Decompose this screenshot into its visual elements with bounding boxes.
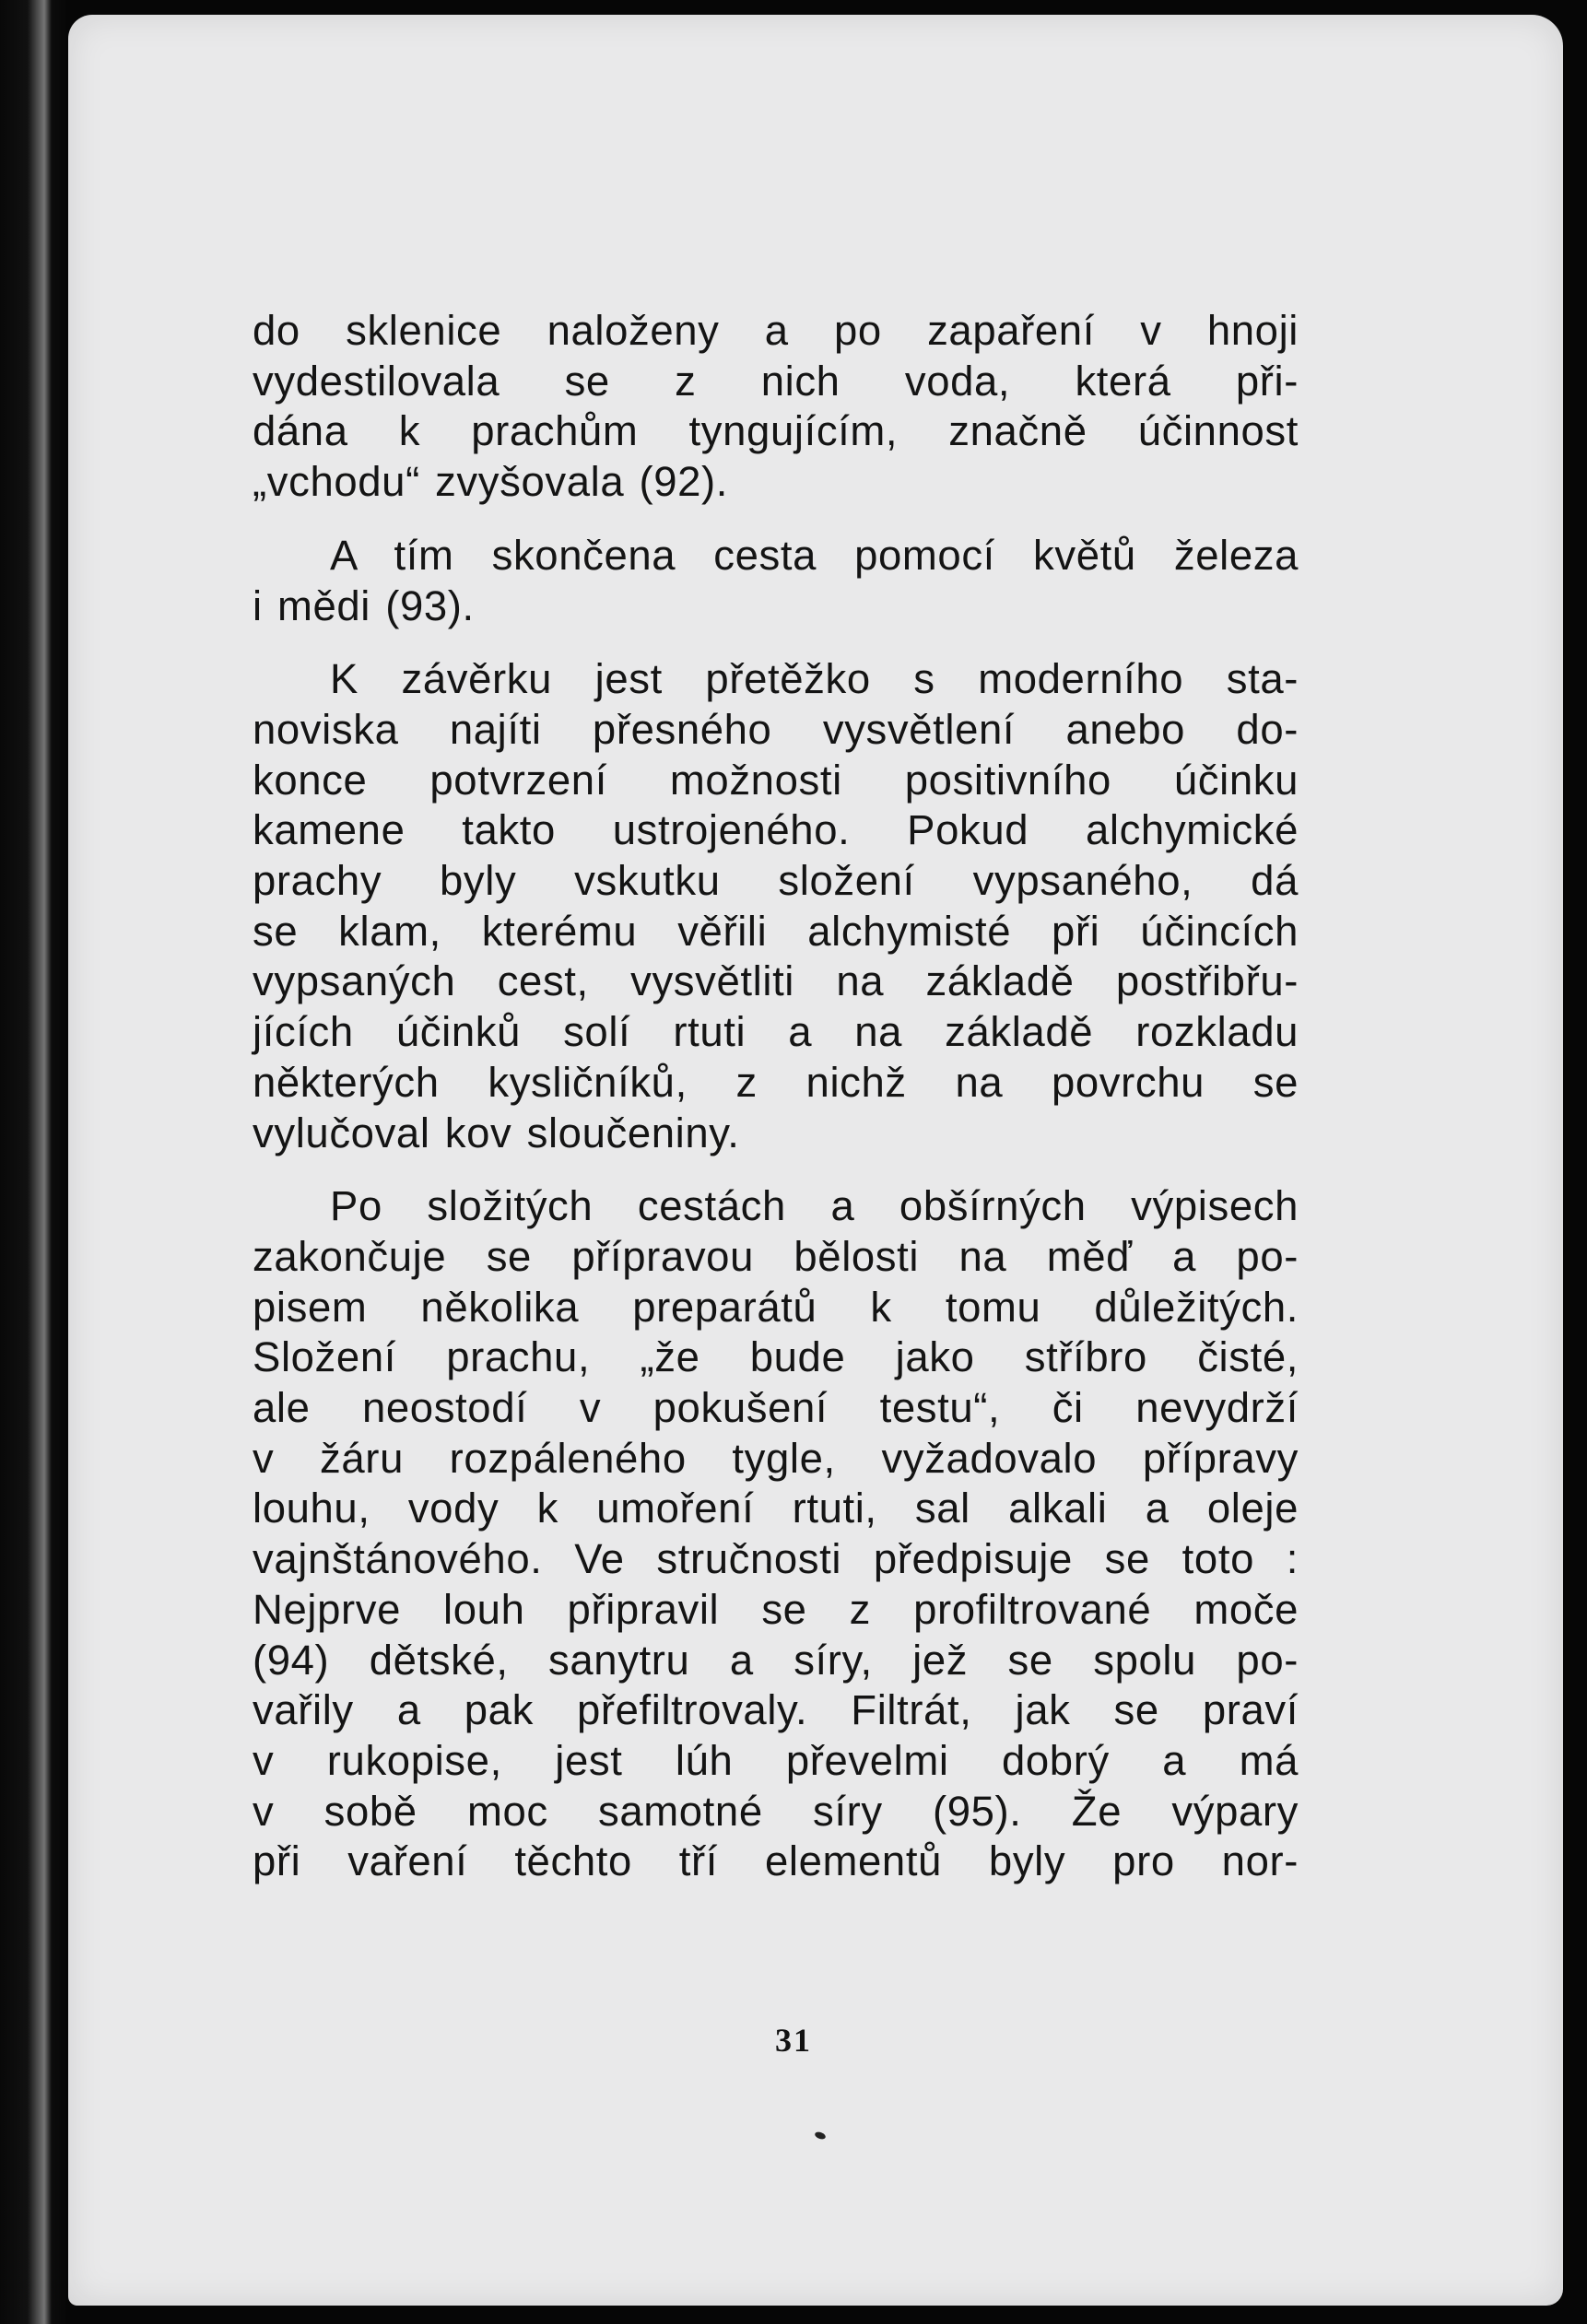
text-line: při vaření těchto tří elementů byly pro nor- bbox=[253, 1837, 1299, 1885]
text-line: A tím skončena cesta pomocí květů železa bbox=[330, 531, 1299, 579]
text-line: i mědi (93). bbox=[253, 581, 475, 629]
text-line: v žáru rozpáleného tygle, vyžadovalo přípravy bbox=[253, 1434, 1299, 1482]
text-line: dána k prachům tyngujícím, značně účinnost bbox=[253, 407, 1299, 455]
text-line: zakončuje se přípravou bělosti na měď a po- bbox=[253, 1232, 1299, 1280]
text-line: kamene takto ustrojeného. Pokud alchymické bbox=[253, 806, 1299, 854]
text-line: „vchodu“ zvyšovala (92). bbox=[253, 458, 729, 506]
text-line: prachy byly vskutku složení vypsaného, dá bbox=[253, 857, 1299, 905]
text-line: pisem několika preparátů k tomu důležitých. bbox=[253, 1283, 1299, 1331]
text-line: louhu, vody k umoření rtuti, sal alkali a oleje bbox=[253, 1485, 1299, 1532]
text-line: v sobě moc samotné síry (95). Že výpary bbox=[253, 1787, 1299, 1835]
text-line: některých kysličníků, z nichž na povrchu se bbox=[253, 1058, 1299, 1106]
text-line: vylučoval kov sloučeniny. bbox=[253, 1109, 740, 1156]
text-line: vydestilovala se z nich voda, která při- bbox=[253, 357, 1299, 405]
text-line: Složení prachu, „že bude jako stříbro čisté, bbox=[253, 1333, 1299, 1381]
text-line: noviska najíti přesného vysvětlení anebo do- bbox=[253, 705, 1299, 753]
book-spine-shadow bbox=[0, 0, 68, 2324]
text-line: Po složitých cestách a obšírných výpisech bbox=[330, 1182, 1299, 1230]
text-line: (94) dětské, sanytru a síry, jež se spolu po- bbox=[253, 1636, 1299, 1684]
text-line: do sklenice naloženy a po zapaření v hnoji bbox=[253, 307, 1299, 354]
text-line: vajnštánového. Ve stručnosti předpisuje se toto : bbox=[253, 1535, 1299, 1583]
body-text bbox=[253, 306, 1299, 1887]
text-line: vypsaných cest, vysvětliti na základě postřibřu- bbox=[253, 957, 1299, 1005]
text-line: jících účinků solí rtuti a na základě rozkladu bbox=[253, 1008, 1299, 1056]
text-line: se klam, kterému věřili alchymisté při účincích bbox=[253, 907, 1299, 955]
text-line: K závěrku jest přetěžko s moderního sta- bbox=[330, 655, 1299, 703]
text-line: ale neostodí v pokušení testu“, či nevydrží bbox=[253, 1384, 1299, 1432]
text-line: konce potvrzení možnosti positivního účinku bbox=[253, 756, 1299, 804]
text-line: vařily a pak přefiltrovaly. Filtrát, jak se praví bbox=[253, 1686, 1299, 1734]
page-number: 31 bbox=[775, 2022, 812, 2059]
text-line: v rukopise, jest lúh převelmi dobrý a má bbox=[253, 1736, 1299, 1784]
text-line: Nejprve louh připravil se z profiltrované moče bbox=[253, 1585, 1299, 1633]
